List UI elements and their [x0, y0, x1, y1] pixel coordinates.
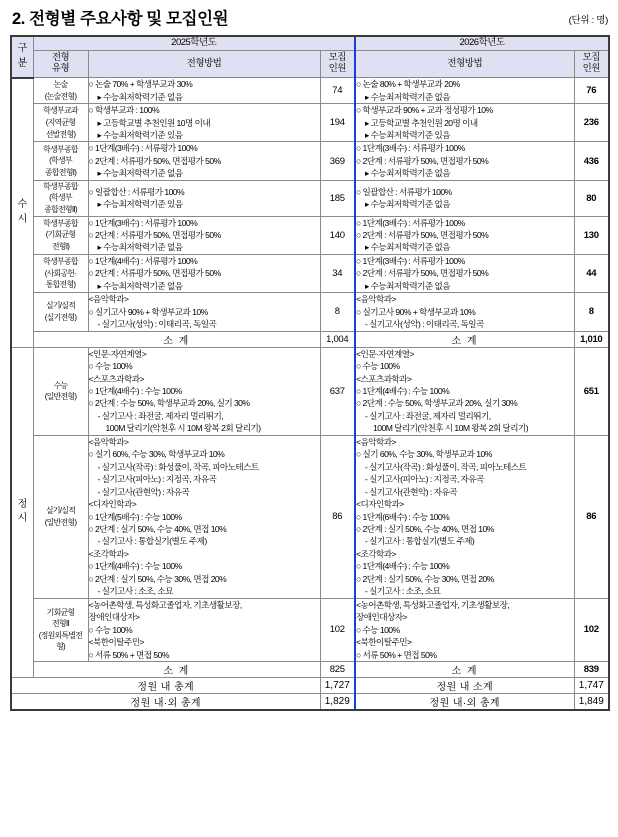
subtotal-label-2026: 소 계 — [355, 331, 574, 347]
count-cell: 86 — [574, 435, 609, 598]
count-cell: 34 — [320, 254, 355, 292]
method-line: <음악학과> — [356, 436, 396, 447]
method-line: ○ 학생부교과 90% + 교과 정성평가 10% — [356, 105, 493, 116]
count-cell: 74 — [320, 78, 355, 104]
method-line: <디자인학과> — [356, 499, 404, 510]
type-cell — [33, 347, 88, 435]
method-line: ○ 1단계(6배수) : 수능 100% — [356, 511, 450, 522]
type-line: 통합전형) — [45, 280, 76, 290]
table-row — [11, 293, 609, 331]
type-cell — [33, 254, 88, 292]
type-line: 기회균형 — [46, 607, 75, 617]
method-line: ○ 일괄합산 : 서류평가 100% — [88, 186, 185, 197]
header-line: 인원 — [582, 63, 600, 75]
method-line: ○ 1단계(4배수) : 수능 100% — [356, 561, 450, 572]
method-line: ▸ 수능최저학력기준 없음 — [365, 280, 450, 291]
count-cell: 8 — [574, 293, 609, 331]
group-label-jeongsi-line: 시 — [17, 513, 27, 525]
group-label-jeongsi-line: 정 — [17, 498, 27, 510]
method-cell — [355, 104, 574, 142]
method-line: 장애인대상자> — [356, 612, 408, 623]
gubun-header-line: 분 — [17, 57, 27, 69]
method-line: 100M 달리기(악천후 시 10M 왕복 2회 달리기) — [373, 423, 529, 434]
table-row — [11, 347, 609, 435]
method-line: ○ 논술 80% + 학생부교과 20% — [356, 79, 460, 90]
count-cell: 102 — [320, 598, 355, 661]
method-line: <음악학과> — [88, 436, 129, 447]
method-line: ○ 1단계(3배수) : 서류평가 100% — [356, 143, 465, 154]
count-cell: 86 — [320, 435, 355, 598]
count-cell: 8 — [320, 293, 355, 331]
method-line: ▸ 수능최저학력기준 있음 — [97, 129, 183, 140]
type-line: (학생부 — [49, 193, 72, 203]
count-cell: 130 — [574, 216, 609, 254]
method-cell — [355, 293, 574, 331]
method-line: ○ 2단계 : 실기 50%, 수능 40%, 면접 10% — [88, 523, 227, 534]
type-cell — [33, 104, 88, 142]
total-value-2025: 1,727 — [320, 677, 355, 693]
method-line: <인문·자연계열> — [88, 348, 147, 359]
title-row — [12, 10, 608, 28]
method-cell — [355, 254, 574, 292]
method-line: - 실기고사(피아노) : 지정곡, 자유곡 — [97, 474, 217, 485]
method-line: - 실기고사(성악) : 이태리곡, 독일곡 — [97, 319, 217, 330]
count-cell: 236 — [574, 104, 609, 142]
method-2026-header: 전형방법 — [355, 51, 574, 78]
susi-subtotal-row — [11, 331, 609, 347]
method-cell — [88, 216, 320, 254]
method-line: <북한이탈주민> — [88, 637, 144, 648]
method-cell — [88, 180, 320, 216]
method-line: ▸ 고등학교별 추천인원 20명 이내 — [365, 117, 478, 128]
method-line: <북한이탈주민> — [356, 637, 412, 648]
header-line: 전형 — [51, 52, 70, 64]
type-cell — [33, 180, 88, 216]
method-line: ○ 학생부교과 : 100% — [88, 105, 160, 116]
method-line: ○ 실기고사 90% + 학생부교과 10% — [88, 306, 208, 317]
method-line: ○ 2단계 : 서류평가 50%, 면접평가 50% — [356, 230, 489, 240]
group-label-susi-line: 시 — [17, 213, 27, 225]
method-line: - 실기고사(피아노) : 지정곡, 자유곡 — [365, 474, 484, 485]
type-line: (기회균형 — [45, 230, 76, 240]
header-line: 인원 — [328, 63, 346, 75]
method-line: <인문·자연계열> — [356, 348, 414, 359]
type-line: 형) — [56, 642, 65, 652]
method-line: - 실기고사(성악) : 이태리곡, 독일곡 — [365, 319, 484, 330]
method-line: ▸ 수능최저학력기준 없음 — [97, 280, 183, 291]
method-cell — [88, 598, 320, 661]
method-line: - 실기고사(관현악) : 자유곡 — [365, 486, 457, 497]
type-line: (논술전형) — [44, 91, 77, 101]
subtotal-label-2025: 소 계 — [33, 331, 320, 347]
method-line: ○ 1단계(3배수) : 서류평가 100% — [88, 217, 198, 228]
type-line: 전형Ⅱ — [52, 619, 69, 629]
method-cell — [355, 435, 574, 598]
method-line: ▸ 수능최저학력기준 없음 — [365, 91, 450, 102]
type-cell — [33, 598, 88, 661]
type-line: 종합전형Ⅰ) — [44, 167, 77, 177]
gubun-header-line: 구 — [17, 43, 27, 55]
method-line: ○ 2단계 : 실기 50%, 수능 30%, 면접 20% — [356, 573, 494, 584]
method-cell — [355, 216, 574, 254]
type-line: 학생부종합 — [43, 181, 78, 191]
method-line: ○ 수능 100% — [88, 624, 133, 635]
type-line: 수능 — [53, 380, 68, 390]
method-line: ○ 논술 70% + 학생부교과 30% — [88, 79, 193, 90]
total-value-2026: 1,849 — [574, 693, 609, 710]
method-line: ○ 1단계(5배수) : 수능 100% — [88, 511, 182, 522]
table-row — [11, 435, 609, 598]
method-line: ○ 2단계 : 수능 50%, 학생부교과 20%, 실기 30% — [356, 398, 518, 409]
method-line: ○ 서류 50% + 면접 50% — [356, 649, 437, 660]
table-row — [11, 104, 609, 142]
method-line: ▸ 수능최저학력기준 없음 — [97, 91, 183, 102]
unit-note: (단위 : 명) — [568, 15, 608, 27]
count-cell: 194 — [320, 104, 355, 142]
method-cell — [355, 347, 574, 435]
method-line: 100M 달리기(악천후 시 10M 왕복 2회 달리기) — [105, 423, 261, 434]
count-cell: 102 — [574, 598, 609, 661]
method-line: - 실기고사 : 소조, 소묘 — [365, 586, 441, 597]
table-row — [11, 216, 609, 254]
method-line: <농어촌학생, 특성화고졸업자, 기초생활보장, — [356, 599, 510, 610]
type-line: 학생부종합 — [43, 144, 78, 154]
type-line: 학생부교과 — [43, 106, 78, 116]
method-line: <스포츠과학과> — [356, 373, 412, 384]
total-value-2025: 1,829 — [320, 693, 355, 710]
table-row — [11, 180, 609, 216]
count-cell: 80 — [574, 180, 609, 216]
type-line: (학생부 — [49, 156, 72, 166]
method-line: ▸ 수능최저학력기준 없음 — [365, 199, 450, 210]
method-cell — [88, 347, 320, 435]
method-line: ▸ 고등학교별 추천인원 10명 이내 — [97, 117, 211, 128]
type-line: (사회공헌· — [44, 268, 77, 278]
type-cell — [33, 216, 88, 254]
header-line: 유형 — [51, 63, 70, 75]
total-label-2025: 정원 내 총계 — [11, 677, 320, 693]
method-line: ○ 수능 100% — [356, 624, 400, 635]
method-cell — [88, 293, 320, 331]
jeongsi-subtotal-row — [11, 661, 609, 677]
method-line: ▸ 수능최저학력기준 없음 — [365, 242, 450, 253]
type-2025-header — [33, 51, 88, 78]
type-line: 학생부종합 — [43, 257, 78, 267]
method-line: ○ 2단계 : 서류평가 50%, 면접평가 50% — [356, 268, 489, 279]
method-line: - 실기고사(작곡) : 화성풀이, 작곡, 피아노테스트 — [365, 461, 527, 472]
count-cell: 76 — [574, 78, 609, 104]
page-title: 2. 전형별 주요사항 및 모집인원 — [12, 10, 229, 28]
method-cell — [88, 254, 320, 292]
subtotal-value-2026: 839 — [574, 661, 609, 677]
header-line: 모집 — [328, 52, 346, 64]
subtotal-value-2026: 1,010 — [574, 331, 609, 347]
method-line: - 실기고사 : 좌전굴, 제자리 멀리뛰기, — [365, 410, 491, 421]
type-cell — [33, 293, 88, 331]
method-line: - 실기고사 : 좌전굴, 제자리 멀리뛰기, — [97, 410, 224, 421]
method-line: ○ 1단계(3배수) : 서류평가 100% — [356, 255, 465, 266]
total-label-2026: 정원 내 소계 — [355, 677, 574, 693]
group-label-jeongsi — [11, 347, 33, 677]
method-2025-header — [88, 51, 320, 78]
count-cell: 140 — [320, 216, 355, 254]
method-cell — [88, 142, 320, 180]
type-line: 실기/실적 — [45, 301, 76, 311]
type-line: (정원외특별전 — [38, 630, 83, 640]
method-line: ○ 1단계(4배수) : 수능 100% — [356, 385, 450, 396]
subtotal-value-2025: 825 — [320, 661, 355, 677]
method-line: ○ 실기 60%, 수능 30%, 학생부교과 10% — [88, 449, 225, 460]
method-line: ○ 2단계 : 서류평가 50%, 면접평가 50% — [88, 230, 221, 240]
subtotal-value-2025: 1,004 — [320, 331, 355, 347]
method-line: ▸ 수능최저학력기준 없음 — [365, 168, 450, 179]
method-cell — [355, 598, 574, 661]
type-cell — [33, 78, 88, 104]
table-row — [11, 254, 609, 292]
type-line: (실기전형) — [44, 312, 77, 322]
method-line: ○ 2단계 : 실기 50%, 수능 40%, 면접 10% — [356, 523, 494, 534]
count-cell: 369 — [320, 142, 355, 180]
type-cell — [33, 142, 88, 180]
method-line: <조각학과> — [88, 548, 129, 559]
type-line: (지역균형 — [45, 117, 76, 127]
method-line: ○ 실기고사 90% + 학생부교과 10% — [356, 306, 476, 317]
method-cell — [88, 78, 320, 104]
method-line: ○ 2단계 : 수능 50%, 학생부교과 20%, 실기 30% — [88, 398, 250, 409]
method-line: ○ 1단계(4배수) : 수능 100% — [88, 385, 182, 396]
subtotal-label-2026: 소 계 — [355, 661, 574, 677]
method-cell — [88, 104, 320, 142]
type-cell — [33, 435, 88, 598]
method-line: ○ 2단계 : 서류평가 50%, 면접평가 50% — [88, 268, 221, 279]
method-line: ○ 1단계(3배수) : 서류평가 100% — [356, 217, 465, 228]
method-line: ○ 1단계(4배수) : 서류평가 100% — [88, 255, 198, 266]
method-line: <스포츠과학과> — [88, 373, 144, 384]
method-cell — [355, 142, 574, 180]
table-row — [11, 598, 609, 661]
table-row — [11, 78, 609, 104]
grand-total-row — [11, 677, 609, 693]
method-line: ○ 서류 50% + 면접 50% — [88, 649, 169, 660]
method-line: - 실기고사(작곡) : 화성풀이, 작곡, 피아노테스트 — [97, 461, 259, 472]
count-cell: 637 — [320, 347, 355, 435]
method-line: ▸ 수능최저학력기준 있음 — [97, 199, 183, 210]
method-cell — [355, 180, 574, 216]
total-label-2026: 정원 내·외 총계 — [355, 693, 574, 710]
table-row — [11, 142, 609, 180]
method-line: - 실기고사 : 소조, 소묘 — [97, 586, 173, 597]
method-line: ○ 1단계(3배수) : 서류평가 100% — [88, 143, 198, 154]
method-line: ○ 2단계 : 실기 50%, 수능 30%, 면접 20% — [88, 573, 227, 584]
type-line: 실기/실적 — [45, 506, 76, 516]
group-label-susi — [11, 78, 33, 347]
method-line: <디자인학과> — [88, 499, 137, 510]
type-line: 선발전형) — [45, 129, 76, 139]
type-line: 논술 — [53, 80, 68, 89]
type-line: (일반전형) — [44, 392, 77, 402]
count-cell: 651 — [574, 347, 609, 435]
count-2026-header — [574, 51, 609, 78]
method-line: ○ 2단계 : 서류평가 50%, 면접평가 50% — [88, 155, 221, 166]
method-line: ▸ 수능최저학력기준 없음 — [97, 168, 183, 179]
header-row-sub — [11, 51, 609, 78]
method-cell — [88, 435, 320, 598]
count-cell: 185 — [320, 180, 355, 216]
method-line: - 실기고사(관현악) : 자유곡 — [97, 486, 190, 497]
total-label-2025: 정원 내·외 총계 — [11, 693, 320, 710]
type-line: (일반전형) — [44, 517, 77, 527]
total-value-2026: 1,747 — [574, 677, 609, 693]
method-line: ○ 1단계(4배수) : 수능 100% — [88, 561, 182, 572]
method-line: ○ 실기 60%, 수능 30%, 학생부교과 10% — [356, 449, 492, 460]
type-line: 학생부종합 — [43, 218, 78, 228]
count-2025-header — [320, 51, 355, 78]
method-cell — [355, 78, 574, 104]
grand-total-row — [11, 693, 609, 710]
method-line: ▸ 수능최저학력기준 있음 — [365, 129, 450, 140]
count-cell: 44 — [574, 254, 609, 292]
admissions-table — [10, 35, 610, 711]
group-label-susi-line: 수 — [17, 199, 27, 211]
count-cell: 436 — [574, 142, 609, 180]
method-line: ○ 2단계 : 서류평가 50%, 면접평가 50% — [356, 155, 489, 166]
gubun-header — [11, 36, 33, 78]
header-line: 모집 — [582, 52, 600, 64]
header-line: 전형방법 — [186, 57, 222, 69]
method-line: <농어촌학생, 특성화고졸업자, 기초생활보장, — [88, 599, 242, 610]
header-row-top — [11, 36, 609, 51]
type-line: 종합전형Ⅱ) — [44, 204, 77, 214]
method-line: - 실기고사 : 통합실기(별도 주제) — [97, 536, 207, 547]
method-line: <조각학과> — [356, 548, 396, 559]
method-line: ○ 일괄합산 : 서류평가 100% — [356, 186, 452, 197]
type-line: 전형Ⅰ) — [51, 242, 70, 252]
method-line: ○ 수능 100% — [356, 361, 400, 372]
method-line: <음악학과> — [356, 294, 396, 305]
year-2026-header: 2026학년도 — [355, 36, 609, 51]
method-line: - 실기고사 : 통합실기(별도 주제) — [365, 536, 475, 547]
subtotal-label-2025: 소 계 — [33, 661, 320, 677]
year-2025-header: 2025학년도 — [33, 36, 355, 51]
method-line: ▸ 수능최저학력기준 없음 — [97, 242, 183, 253]
method-line: ○ 수능 100% — [88, 361, 133, 372]
method-line: 장애인대상자> — [88, 612, 140, 623]
method-line: <음악학과> — [88, 294, 129, 305]
